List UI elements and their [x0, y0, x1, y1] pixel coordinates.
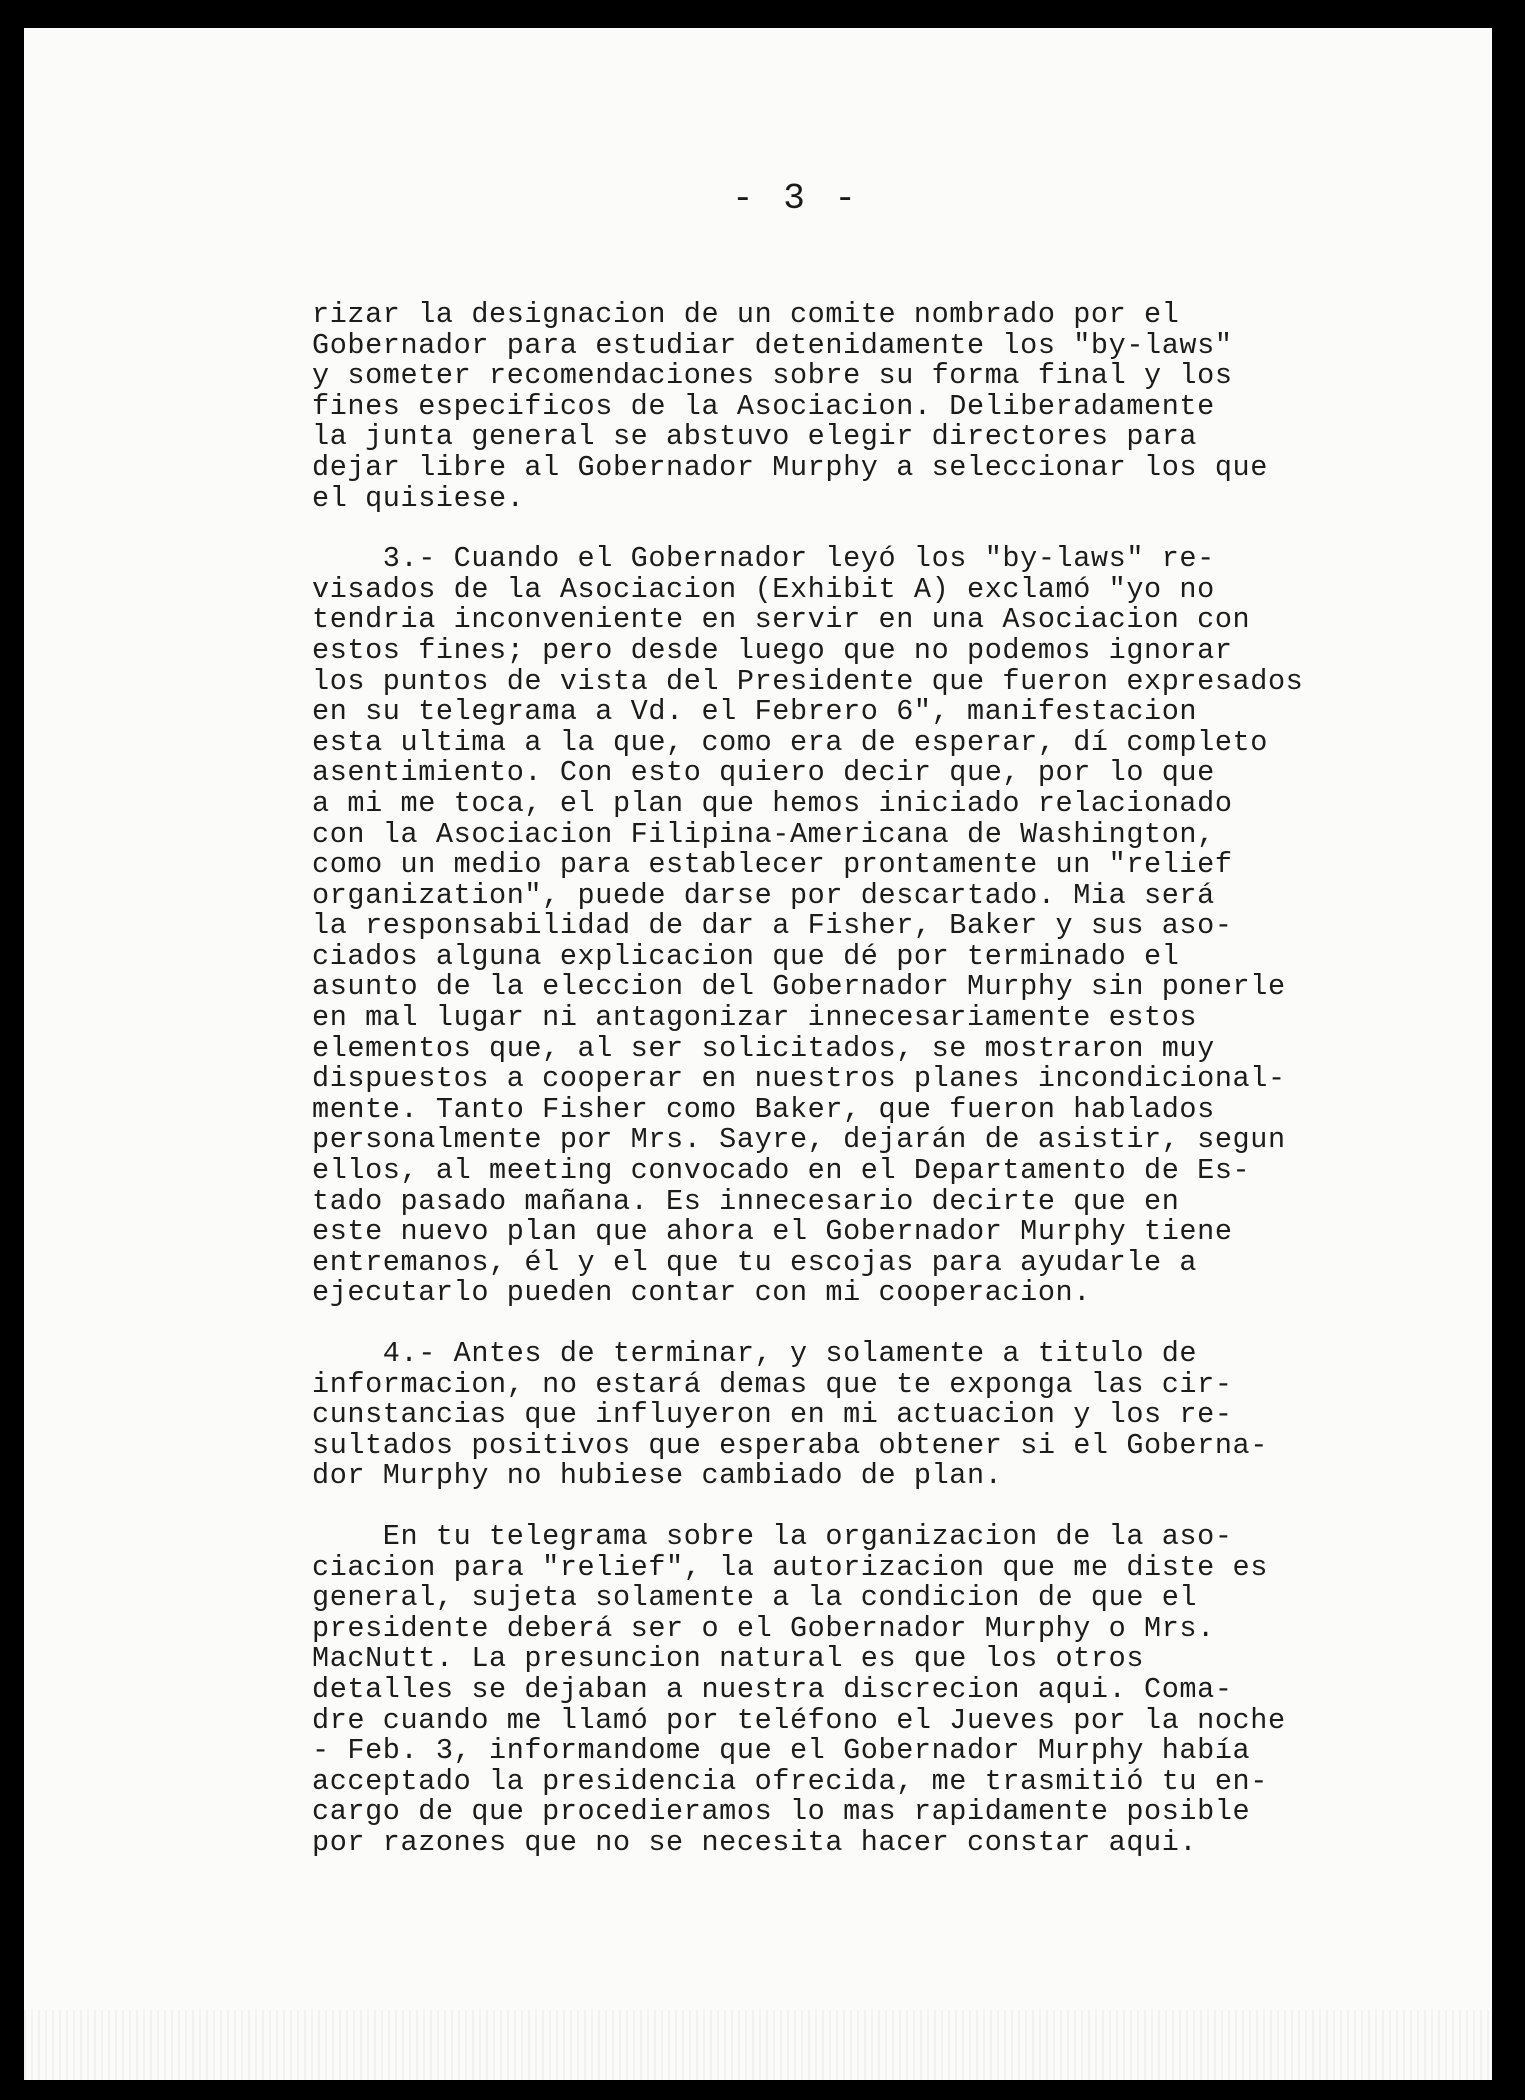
- text-line: esta ultima a la que, como era de esperar, dí completo: [312, 725, 1268, 759]
- text-line: rizar la designacion de un comite nombrado por el: [312, 298, 1180, 331]
- paragraph-4: [312, 1339, 1372, 1492]
- text-line: tendria inconveniente en servir en una Asociacion con: [312, 603, 1251, 637]
- text-line: por razones que no se necesita hacer constar aqui.: [312, 1825, 1198, 1859]
- text-line: la responsabilidad de dar a Fisher, Baker y sus aso-: [312, 909, 1233, 943]
- text-line: personalmente por Mrs. Sayre, dejarán de asistir, segun: [312, 1123, 1286, 1157]
- text-line: asentimiento. Con esto quiero decir que, por lo que: [312, 756, 1215, 790]
- text-line: y someter recomendaciones sobre su forma final y los: [312, 359, 1233, 393]
- text-line: organization", puede darse por descartado. Mia será: [312, 878, 1215, 912]
- text-line: informacion, no estará demas que te exponga las cir-: [312, 1367, 1233, 1401]
- text-line: ellos, al meeting convocado en el Departamento de Es-: [312, 1154, 1251, 1188]
- text-line: Gobernador para estudiar detenidamente los "by-laws": [312, 328, 1233, 362]
- text-line: acceptado la presidencia ofrecida, me trasmitió tu en-: [312, 1764, 1268, 1798]
- text-line: detalles se dejaban a nuestra discrecion aqui. Coma-: [312, 1672, 1233, 1706]
- text-line: 4.- Antes de terminar, y solamente a titulo de: [312, 1337, 1198, 1370]
- text-line: - Feb. 3, informandome que el Gobernador Murphy había: [312, 1734, 1251, 1768]
- text-line: este nuevo plan que ahora el Gobernador Murphy tiene: [312, 1215, 1233, 1249]
- paragraph-3: [312, 544, 1372, 1309]
- paragraph-spacer: [312, 514, 1372, 544]
- text-line: como un medio para establecer prontamente un "relief: [312, 848, 1233, 882]
- document-page: [24, 28, 1492, 2080]
- letter-body: [312, 300, 1372, 1859]
- paragraph-spacer: [312, 1309, 1372, 1339]
- text-line: presidente deberá ser o el Gobernador Murphy o Mrs.: [312, 1611, 1215, 1645]
- text-line: el quisiese.: [312, 481, 525, 515]
- paragraph-telegram: [312, 1519, 1372, 1859]
- text-line: general, sujeta solamente a la condicion de que el: [312, 1581, 1198, 1615]
- text-line: entremanos, él y el que tu escojas para ayudarle a: [312, 1245, 1198, 1279]
- text-line: elementos que, al ser solicitados, se mostraron muy: [312, 1031, 1215, 1065]
- paragraph-committee: [312, 300, 1372, 514]
- text-line: con la Asociacion Filipina-Americana de Washington,: [312, 817, 1215, 851]
- paragraph-spacer: [312, 1492, 1372, 1522]
- text-line: ejecutarlo pueden contar con mi cooperacion.: [312, 1276, 1091, 1310]
- text-line: asunto de la eleccion del Gobernador Murphy sin ponerle: [312, 970, 1286, 1004]
- page-number: - 3 -: [732, 178, 861, 219]
- text-line: estos fines; pero desde luego que no podemos ignorar: [312, 633, 1233, 667]
- text-line: cunstancias que influyeron en mi actuacion y los re-: [312, 1398, 1233, 1432]
- text-line: MacNutt. La presuncion natural es que los otros: [312, 1642, 1145, 1676]
- text-line: ciacion para "relief", la autorizacion que me diste es: [312, 1550, 1268, 1584]
- text-line: cargo de que procedieramos lo mas rapidamente posible: [312, 1795, 1251, 1829]
- text-line: en mal lugar ni antagonizar innecesariamente estos: [312, 1001, 1198, 1035]
- text-line: dre cuando me llamó por teléfono el Jueves por la noche: [312, 1703, 1286, 1737]
- text-line: ciados alguna explicacion que dé por terminado el: [312, 939, 1180, 973]
- text-line: los puntos de vista del Presidente que fueron expresados: [312, 664, 1304, 698]
- text-line: la junta general se abstuvo elegir directores para: [312, 420, 1198, 454]
- text-line: dor Murphy no hubiese cambiado de plan.: [312, 1459, 1003, 1493]
- text-line: a mi me toca, el plan que hemos iniciado relacionado: [312, 786, 1233, 820]
- text-line: En tu telegrama sobre la organizacion de la aso-: [312, 1519, 1233, 1553]
- text-line: fines especificos de la Asociacion. Deliberadamente: [312, 389, 1215, 423]
- text-line: dejar libre al Gobernador Murphy a seleccionar los que: [312, 450, 1268, 484]
- text-line: tado pasado mañana. Es innecesario decirte que en: [312, 1184, 1180, 1218]
- text-line: dispuestos a cooperar en nuestros planes incondicional-: [312, 1062, 1286, 1096]
- text-line: en su telegrama a Vd. el Febrero 6", manifestacion: [312, 695, 1198, 729]
- text-line: 3.- Cuando el Gobernador leyó los "by-laws" re-: [312, 542, 1215, 576]
- text-line: sultados positivos que esperaba obtener si el Goberna-: [312, 1428, 1268, 1462]
- text-line: mente. Tanto Fisher como Baker, que fueron hablados: [312, 1092, 1215, 1126]
- text-line: visados de la Asociacion (Exhibit A) exclamó "yo no: [312, 572, 1215, 606]
